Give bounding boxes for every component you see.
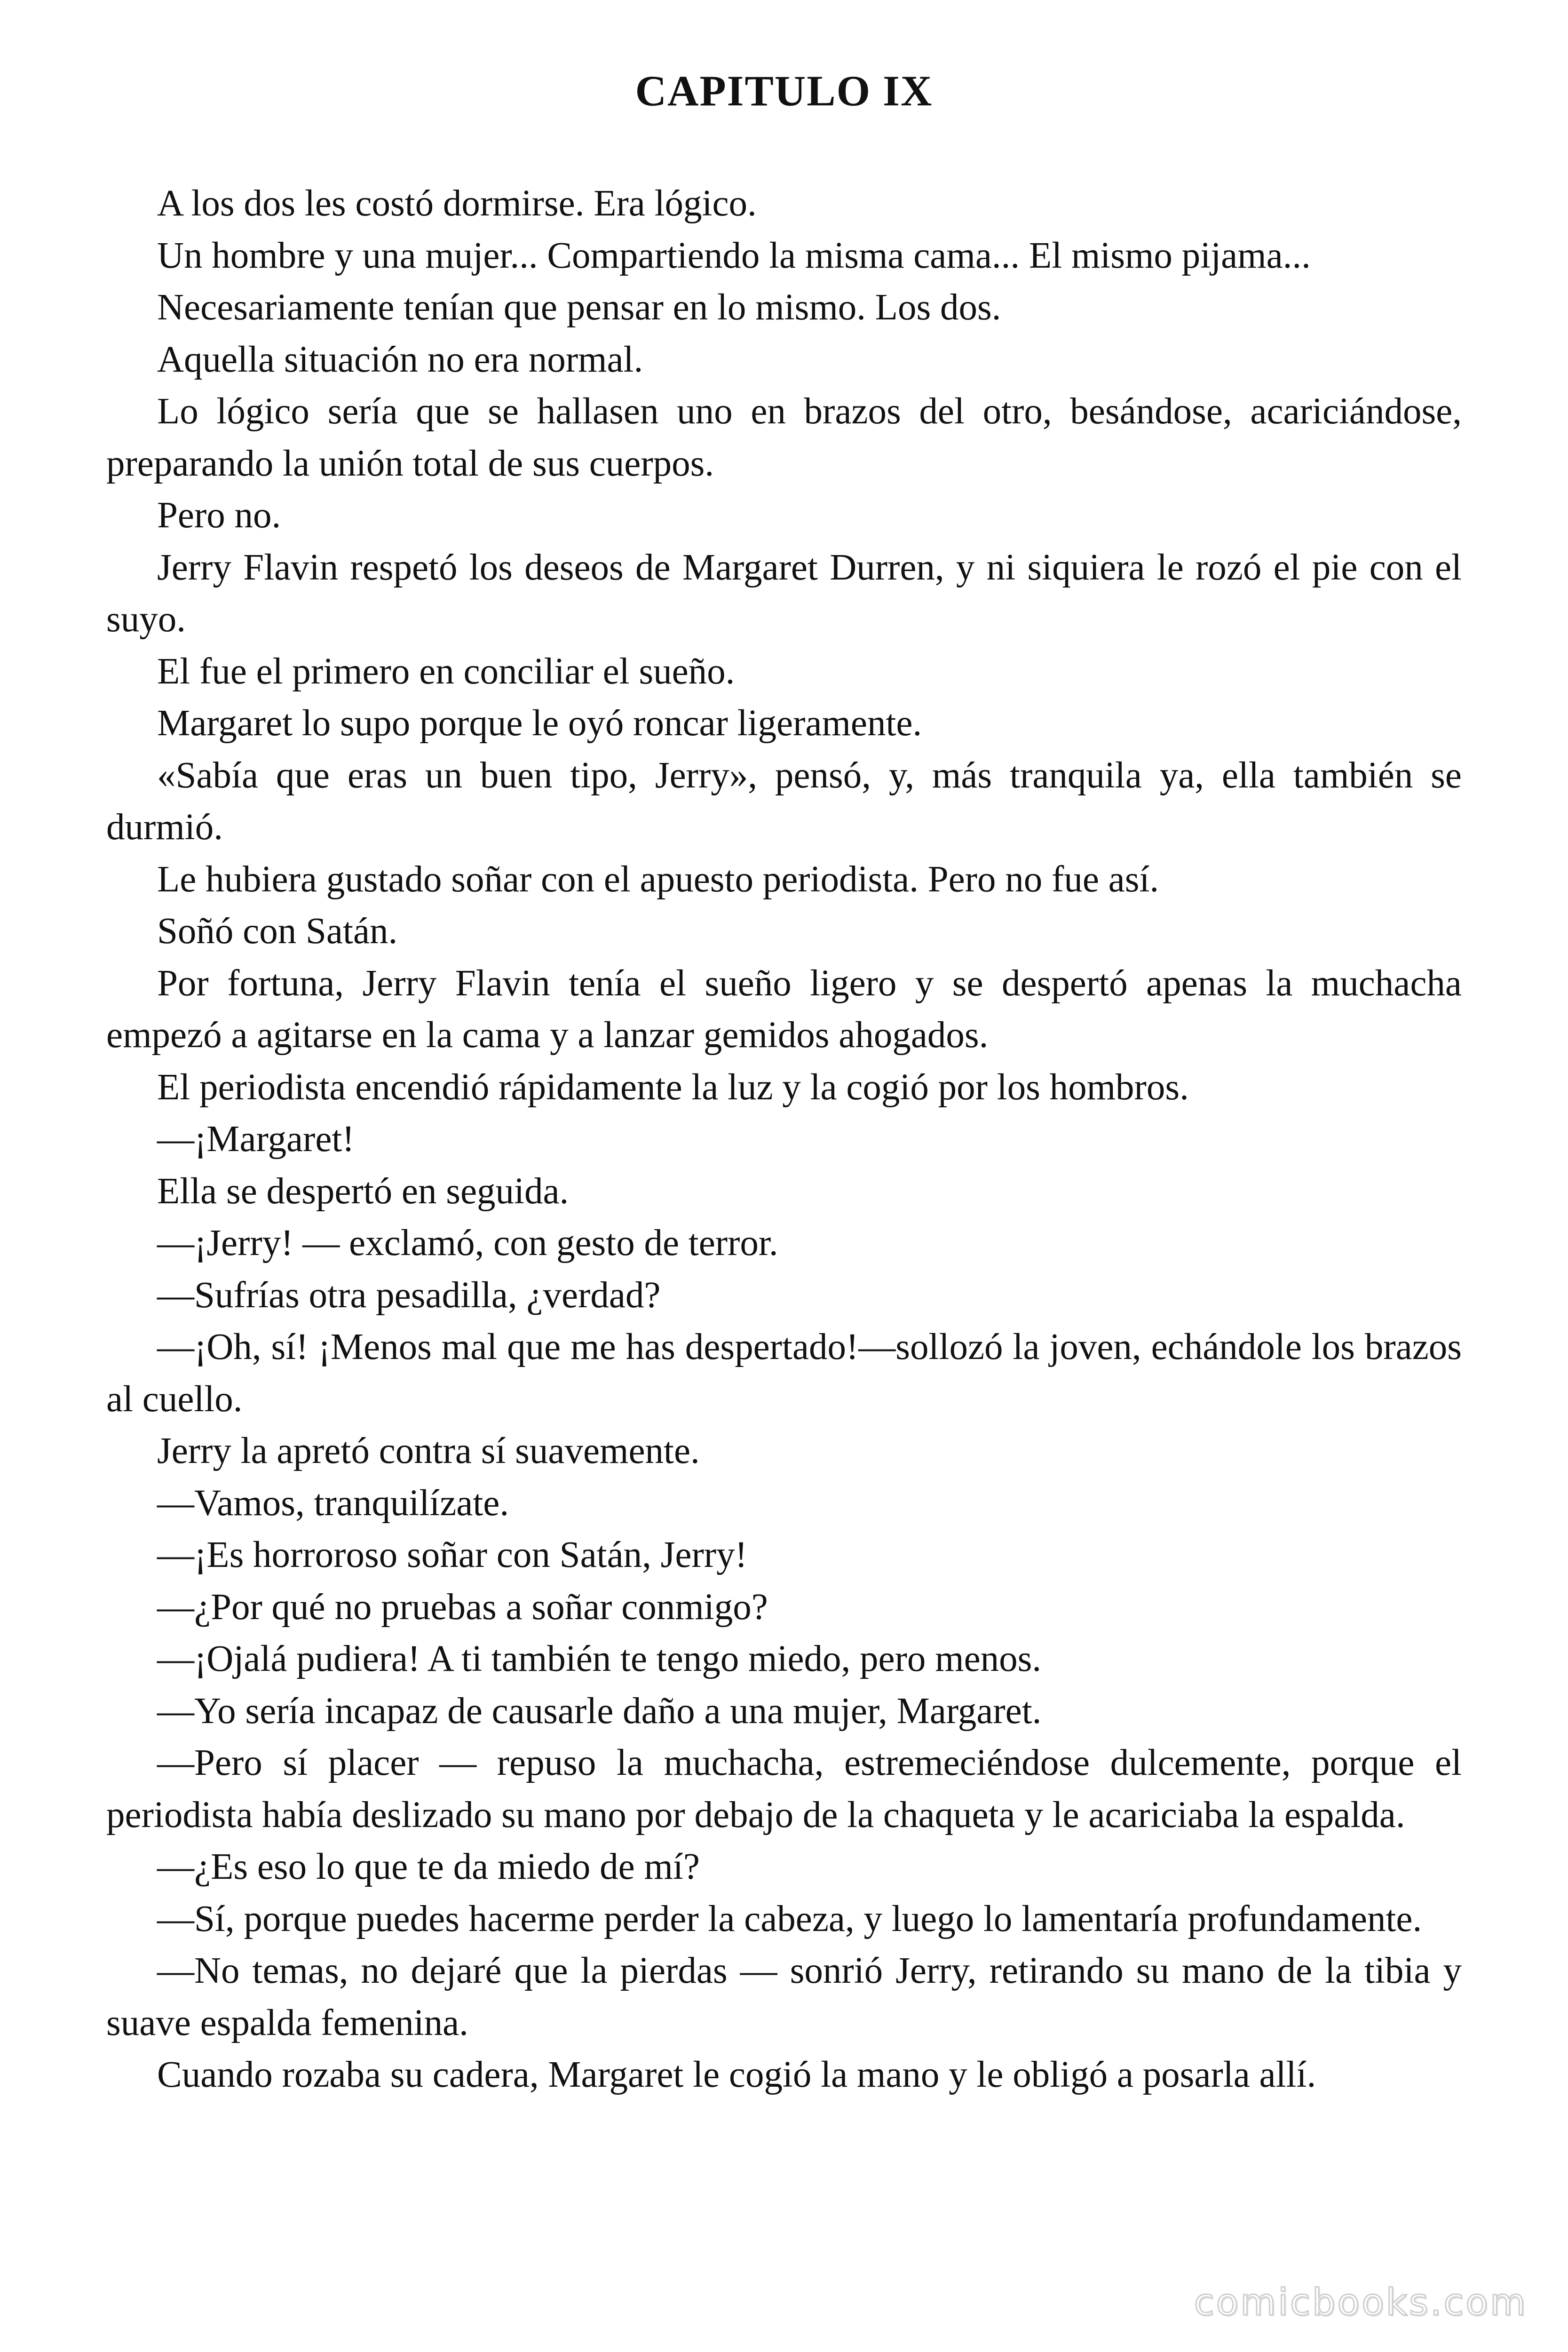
paragraph: —¡Jerry! — exclamó, con gesto de terror. xyxy=(157,1223,778,1263)
paragraph: Un hombre y una mujer... Compartiendo la misma cama... El mismo pijama... xyxy=(157,235,1311,276)
paragraph: —Sufrías otra pesadilla, ¿verdad? xyxy=(157,1274,661,1316)
paragraph: Margaret lo supo porque le oyó roncar ligeramente. xyxy=(157,703,922,744)
paragraph: Jerry Flavin respetó los deseos de Margaret Durren, y ni siquiera le rozó el pie con el suyo. xyxy=(106,547,1462,640)
paragraph: Aquella situación no era normal. xyxy=(157,339,643,380)
paragraph: —¿Por qué no pruebas a soñar conmigo? xyxy=(157,1586,768,1628)
paragraph: —No temas, no dejaré que la pierdas — sonrió Jerry, retirando su mano de la tibia y suave espalda femenina. xyxy=(106,1950,1462,2043)
paragraph: Lo lógico sería que se hallasen uno en brazos del otro, besándose, acariciándose, preparando la unión total de sus cuerpos. xyxy=(106,391,1462,484)
paragraph: Cuando rozaba su cadera, Margaret le cogió la mano y le obligó a posarla allí. xyxy=(157,2054,1316,2095)
paragraph: —¡Es horroroso soñar con Satán, Jerry! xyxy=(157,1534,747,1575)
chapter-body xyxy=(106,178,1462,2101)
paragraph: —¡Oh, sí! ¡Menos mal que me has despertado!—sollozó la joven, echándole los brazos al cuello. xyxy=(106,1327,1462,1420)
paragraph: Pero no. xyxy=(157,495,281,536)
paragraph: —¡Ojalá pudiera! A ti también te tengo miedo, pero menos. xyxy=(157,1638,1042,1679)
paragraph: —Yo sería incapaz de causarle daño a una mujer, Margaret. xyxy=(157,1690,1042,1732)
paragraph: Jerry la apretó contra sí suavemente. xyxy=(157,1430,700,1471)
paragraph: —¡Margaret! xyxy=(157,1119,355,1160)
paragraph: —Sí, porque puedes hacerme perder la cabeza, y luego lo lamentaría profundamente. xyxy=(157,1898,1422,1939)
paragraph: —¿Es eso lo que te da miedo de mí? xyxy=(157,1846,700,1887)
paragraph: —Vamos, tranquilízate. xyxy=(157,1482,509,1524)
chapter-title: CAPITULO IX xyxy=(635,67,933,115)
paragraph: —Pero sí placer — repuso la muchacha, estremeciéndose dulcemente, porque el periodista había deslizado su mano por debajo de la chaqueta y le acariciaba la espalda. xyxy=(106,1742,1462,1836)
watermark: comicbooks.com xyxy=(1194,2281,1528,2324)
paragraph: «Sabía que eras un buen tipo, Jerry», pensó, y, más tranquila ya, ella también se durmió. xyxy=(106,755,1462,848)
paragraph: El fue el primero en conciliar el sueño. xyxy=(157,651,735,692)
paragraph: A los dos les costó dormirse. Era lógico. xyxy=(157,183,757,224)
paragraph: Por fortuna, Jerry Flavin tenía el sueño ligero y se despertó apenas la muchacha empezó a agitarse en la cama y a lanzar gemidos ahogados. xyxy=(106,962,1462,1056)
paragraph: El periodista encendió rápidamente la luz y la cogió por los hombros. xyxy=(157,1066,1189,1108)
paragraph: Soñó con Satán. xyxy=(157,911,398,952)
paragraph: Le hubiera gustado soñar con el apuesto periodista. Pero no fue así. xyxy=(157,858,1159,900)
paragraph: Ella se despertó en seguida. xyxy=(157,1170,569,1212)
paragraph: Necesariamente tenían que pensar en lo mismo. Los dos. xyxy=(157,287,1001,328)
